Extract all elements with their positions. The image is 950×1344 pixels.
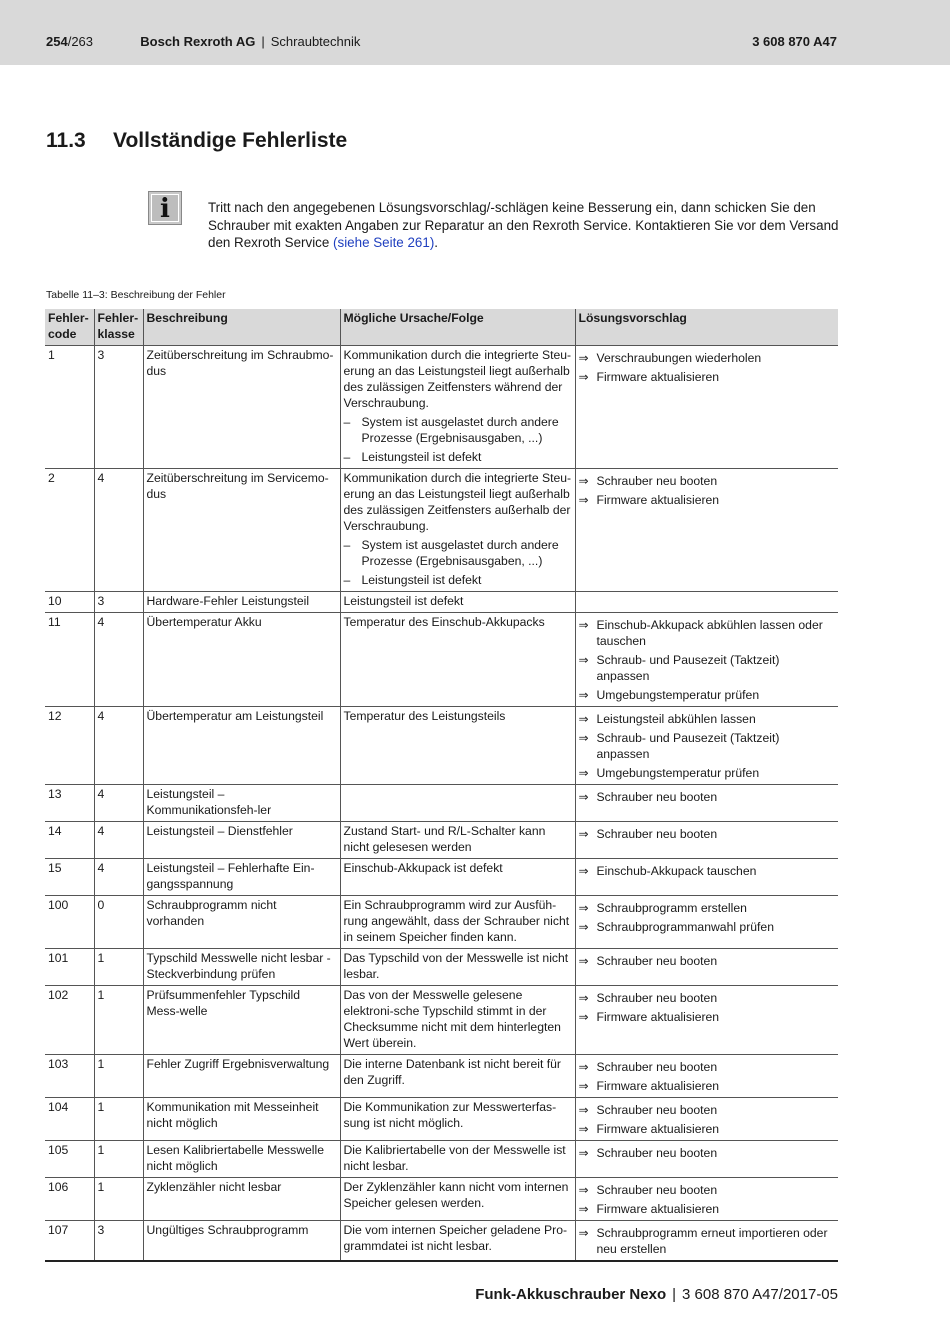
error-description: Zeitüberschreitung im Servicemo-dus <box>143 469 340 592</box>
error-solution <box>575 822 838 859</box>
error-rows <box>45 346 838 1262</box>
error-description: Lesen Kalibriertabelle Messwelle nicht möglich <box>143 1141 340 1178</box>
cause-text: Temperatur des Einschub-Akkupacks <box>343 615 545 629</box>
error-code: 107 <box>45 1221 94 1262</box>
error-class: 4 <box>94 469 143 592</box>
info-icon-glyph: i <box>151 194 179 222</box>
error-cause <box>340 949 575 986</box>
error-code: 10 <box>45 592 94 613</box>
cause-text: Kommunikation durch die integrierte Steu-erung an das Leistungsteil liegt außerhalb des zulässigen Zeitfensters außerhalb der Verschraubung. <box>343 471 572 533</box>
arrow-right-icon: ⇒ <box>578 712 589 726</box>
solution-item <box>579 687 836 703</box>
error-description: Übertemperatur Akku <box>143 613 340 707</box>
error-class: 1 <box>94 1141 143 1178</box>
cause-text: Kommunikation durch die integrierte Steu-erung an das Leistungsteil liegt außerhalb des zulässigen Zeitfensters während der Verschraubung. <box>343 348 572 410</box>
error-cause <box>340 469 575 592</box>
error-class: 1 <box>94 949 143 986</box>
error-code: 104 <box>45 1098 94 1141</box>
solution-text: Verschraubungen wiederholen <box>596 351 762 365</box>
table-row <box>45 1055 838 1098</box>
solution-text: Schrauber neu booten <box>596 1183 718 1197</box>
arrow-right-icon: ⇒ <box>578 766 589 780</box>
error-cause <box>340 1141 575 1178</box>
page-title <box>46 128 347 154</box>
error-class: 4 <box>94 859 143 896</box>
error-table <box>45 309 838 1262</box>
solution-text: Firmware aktualisieren <box>596 1122 720 1136</box>
error-cause <box>340 707 575 785</box>
error-code: 2 <box>45 469 94 592</box>
table-row <box>45 1141 838 1178</box>
solution-text: Einschub-Akkupack abkühlen lassen oder tauschen <box>596 618 823 648</box>
solution-item <box>579 1145 836 1161</box>
solution-item <box>579 789 836 805</box>
doc-reference: 3 608 870 A47/2017-05 <box>682 1286 838 1303</box>
arrow-right-icon: ⇒ <box>578 1183 589 1197</box>
error-class: 4 <box>94 707 143 785</box>
arrow-right-icon: ⇒ <box>578 1122 589 1136</box>
col-header-description: Beschreibung <box>143 309 340 346</box>
error-class: 3 <box>94 346 143 469</box>
error-cause <box>340 822 575 859</box>
error-code: 105 <box>45 1141 94 1178</box>
solution-text: Schraub- und Pausezeit (Taktzeit) anpassen <box>596 653 780 683</box>
solution-text: Firmware aktualisieren <box>596 493 720 507</box>
arrow-right-icon: ⇒ <box>578 618 589 632</box>
page-header <box>0 0 950 65</box>
error-solution <box>575 707 838 785</box>
header-left <box>46 34 360 50</box>
error-class: 4 <box>94 613 143 707</box>
arrow-right-icon: ⇒ <box>578 1103 589 1117</box>
error-solution <box>575 1098 838 1141</box>
error-solution <box>575 1221 838 1262</box>
solution-text: Schrauber neu booten <box>596 1060 718 1074</box>
error-solution <box>575 785 838 822</box>
error-description: Hardware-Fehler Leistungsteil <box>143 592 340 613</box>
solution-item <box>579 765 836 781</box>
table-row <box>45 1221 838 1262</box>
cause-text: Ein Schraubprogramm wird zur Ausfüh-rung angewählt, dass der Schrauber nicht in seinem Speicher finden kann. <box>343 898 570 944</box>
solution-text: Firmware aktualisieren <box>596 1079 720 1093</box>
solution-item <box>579 826 836 842</box>
solution-text: Firmware aktualisieren <box>596 1010 720 1024</box>
error-cause <box>340 613 575 707</box>
cause-text: Das Typschild von der Messwelle ist nicht lesbar. <box>343 951 569 981</box>
cause-text: Temperatur des Leistungsteils <box>343 709 506 723</box>
solution-text: Leistungsteil abkühlen lassen <box>596 712 756 726</box>
arrow-right-icon: ⇒ <box>578 1079 589 1093</box>
error-class: 3 <box>94 592 143 613</box>
table-row <box>45 346 838 469</box>
error-class: 3 <box>94 1221 143 1262</box>
solution-item <box>579 863 836 879</box>
error-description: Fehler Zugriff Ergebnisverwaltung <box>143 1055 340 1098</box>
error-description: Leistungsteil – Fehlerhafte Ein-gangsspannung <box>143 859 340 896</box>
error-description: Zyklenzähler nicht lesbar <box>143 1178 340 1221</box>
arrow-right-icon: ⇒ <box>578 1010 589 1024</box>
error-solution <box>575 896 838 949</box>
col-header-class: Fehler-klasse <box>94 309 143 346</box>
arrow-right-icon: ⇒ <box>578 901 589 915</box>
col-header-solution: Lösungsvorschlag <box>575 309 838 346</box>
error-solution <box>575 1055 838 1098</box>
cause-item: – System ist ausgelastet durch andere Prozesse (Ergebnisausgaben, ...) <box>343 415 559 445</box>
error-description: Leistungsteil – Dienstfehler <box>143 822 340 859</box>
doc-number: 3 608 870 A47 <box>752 34 837 49</box>
solution-text: Schrauber neu booten <box>596 991 718 1005</box>
table-row <box>45 785 838 822</box>
table-row <box>45 1098 838 1141</box>
solution-item <box>579 711 836 727</box>
table-row <box>45 592 838 613</box>
cause-text: Der Zyklenzähler kann nicht vom internen Speicher gelesen werden. <box>343 1180 569 1210</box>
error-code: 14 <box>45 822 94 859</box>
solution-item <box>579 953 836 969</box>
page-total: /263 <box>67 34 94 49</box>
error-solution <box>575 1178 838 1221</box>
error-cause <box>340 1055 575 1098</box>
col-header-code: Fehler-code <box>45 309 94 346</box>
arrow-right-icon: ⇒ <box>578 827 589 841</box>
error-code: 15 <box>45 859 94 896</box>
error-cause <box>340 785 575 822</box>
solution-item <box>579 990 836 1006</box>
solution-text: Schrauber neu booten <box>596 790 718 804</box>
error-class: 0 <box>94 896 143 949</box>
cause-item-text: System ist ausgelastet durch andere Prozesse (Ergebnisausgaben, ...) <box>361 538 559 568</box>
arrow-right-icon: ⇒ <box>578 653 589 667</box>
cause-item-text: System ist ausgelastet durch andere Prozesse (Ergebnisausgaben, ...) <box>361 415 559 445</box>
page-footer <box>475 1286 838 1304</box>
error-solution <box>575 949 838 986</box>
arrow-right-icon: ⇒ <box>578 370 589 384</box>
arrow-right-icon: ⇒ <box>578 954 589 968</box>
error-solution <box>575 613 838 707</box>
cause-text: Einschub-Akkupack ist defekt <box>343 861 503 875</box>
table-row <box>45 986 838 1055</box>
solution-text: Umgebungstemperatur prüfen <box>596 766 760 780</box>
error-code: 11 <box>45 613 94 707</box>
error-cause <box>340 986 575 1055</box>
arrow-right-icon: ⇒ <box>578 1202 589 1216</box>
arrow-right-icon: ⇒ <box>578 1226 589 1240</box>
section-title: Vollständige Fehlerliste <box>113 129 348 152</box>
error-code: 13 <box>45 785 94 822</box>
arrow-right-icon: ⇒ <box>578 688 589 702</box>
solution-item <box>579 369 836 385</box>
arrow-right-icon: ⇒ <box>578 474 589 488</box>
solution-text: Einschub-Akkupack tauschen <box>596 864 757 878</box>
error-class: 1 <box>94 1098 143 1141</box>
error-description: Übertemperatur am Leistungsteil <box>143 707 340 785</box>
solution-text: Schrauber neu booten <box>596 1103 718 1117</box>
table-row <box>45 613 838 707</box>
cause-text: Die vom internen Speicher geladene Pro-grammdatei ist nicht lesbar. <box>343 1223 568 1253</box>
error-code: 1 <box>45 346 94 469</box>
cause-item-text: Leistungsteil ist defekt <box>361 573 482 587</box>
error-code: 100 <box>45 896 94 949</box>
solution-item <box>579 350 836 366</box>
solution-text: Schraubprogramm erneut importieren oder neu erstellen <box>596 1226 828 1256</box>
company-name: Bosch Rexroth AG <box>140 34 256 49</box>
cause-item: – System ist ausgelastet durch andere Prozesse (Ergebnisausgaben, ...) <box>343 538 559 568</box>
solution-item <box>579 652 836 684</box>
arrow-right-icon: ⇒ <box>578 991 589 1005</box>
error-cause <box>340 1221 575 1262</box>
error-description: Schraubprogramm nicht vorhanden <box>143 896 340 949</box>
error-code: 12 <box>45 707 94 785</box>
table-row <box>45 1178 838 1221</box>
solution-item <box>579 1102 836 1118</box>
solution-item <box>579 1182 836 1198</box>
table-caption: Tabelle 11–3: Beschreibung der Fehler <box>46 289 226 301</box>
error-description: Zeitüberschreitung im Schraubmo-dus <box>143 346 340 469</box>
solution-item <box>579 492 836 508</box>
solution-text: Schrauber neu booten <box>596 474 718 488</box>
arrow-right-icon: ⇒ <box>578 493 589 507</box>
cause-item: – Leistungsteil ist defekt <box>343 450 482 464</box>
solution-item <box>579 1009 836 1025</box>
solution-text: Firmware aktualisieren <box>596 1202 720 1216</box>
arrow-right-icon: ⇒ <box>578 1146 589 1160</box>
error-description: Kommunikation mit Messeinheit nicht möglich <box>143 1098 340 1141</box>
table-row <box>45 469 838 592</box>
header-separator: | <box>261 34 265 49</box>
error-solution <box>575 469 838 592</box>
table-row <box>45 707 838 785</box>
error-solution <box>575 859 838 896</box>
solution-text: Schrauber neu booten <box>596 1146 718 1160</box>
error-solution <box>575 346 838 469</box>
info-note <box>208 199 840 252</box>
note-text: Tritt nach den angegebenen Lösungsvorschlag/-schlägen keine Besserung ein, dann schicken Sie den Schrauber mit exakten Angaben zur Reparatur an den Rexroth Service. Kontaktieren Sie vor dem Versand den Rexroth Service <box>208 200 839 250</box>
table-header-row <box>45 309 838 346</box>
solution-text: Schraub- und Pausezeit (Taktzeit) anpassen <box>596 731 780 761</box>
error-cause <box>340 1178 575 1221</box>
error-class: 4 <box>94 785 143 822</box>
col-header-cause: Mögliche Ursache/Folge <box>340 309 575 346</box>
solution-item <box>579 617 836 649</box>
error-class: 4 <box>94 822 143 859</box>
cause-item: – Leistungsteil ist defekt <box>343 573 482 587</box>
solution-text: Schraubprogramm erstellen <box>596 901 747 915</box>
arrow-right-icon: ⇒ <box>578 731 589 745</box>
cause-text: Die interne Datenbank ist nicht bereit für den Zugriff. <box>343 1057 561 1087</box>
product-name: Funk-Akkuschrauber Nexo <box>475 1286 667 1303</box>
info-icon <box>148 191 182 225</box>
error-cause <box>340 592 575 613</box>
arrow-right-icon: ⇒ <box>578 920 589 934</box>
solution-text: Schrauber neu booten <box>596 954 718 968</box>
error-solution <box>575 986 838 1055</box>
arrow-right-icon: ⇒ <box>578 1060 589 1074</box>
error-class: 1 <box>94 1055 143 1098</box>
solution-item <box>579 900 836 916</box>
section-name: Schraubtechnik <box>270 34 361 49</box>
error-cause <box>340 896 575 949</box>
solution-item <box>579 1201 836 1217</box>
solution-text: Firmware aktualisieren <box>596 370 720 384</box>
page-number: 254 <box>46 34 68 49</box>
cause-text: Zustand Start- und R/L-Schalter kann nicht gelesesen werden <box>343 824 546 854</box>
error-description: Ungültiges Schraubprogramm <box>143 1221 340 1262</box>
solution-item <box>579 730 836 762</box>
error-cause <box>340 346 575 469</box>
cause-item-text: Leistungsteil ist defekt <box>361 450 482 464</box>
error-code: 103 <box>45 1055 94 1098</box>
solution-item <box>579 1059 836 1075</box>
solution-item <box>579 1078 836 1094</box>
error-code: 102 <box>45 986 94 1055</box>
table-row <box>45 822 838 859</box>
cause-text: Die Kalibriertabelle von der Messwelle ist nicht lesbar. <box>343 1143 566 1173</box>
solution-text: Schraubprogrammanwahl prüfen <box>596 920 774 934</box>
error-description: Leistungsteil – Kommunikationsfeh-ler <box>143 785 340 822</box>
solution-text: Schrauber neu booten <box>596 827 718 841</box>
solution-item <box>579 473 836 489</box>
error-class: 1 <box>94 1178 143 1221</box>
error-code: 106 <box>45 1178 94 1221</box>
cause-text: Leistungsteil ist defekt <box>343 594 464 608</box>
arrow-right-icon: ⇒ <box>578 790 589 804</box>
solution-item <box>579 919 836 935</box>
solution-item <box>579 1225 836 1257</box>
solution-text: Umgebungstemperatur prüfen <box>596 688 760 702</box>
error-code: 101 <box>45 949 94 986</box>
note-end: . <box>434 235 439 250</box>
cause-text: Die Kommunikation zur Messwerterfas-sung ist nicht möglich. <box>343 1100 557 1130</box>
error-description: Prüfsummenfehler Typschild Mess-welle <box>143 986 340 1055</box>
error-description: Typschild Messwelle nicht lesbar - Steckverbindung prüfen <box>143 949 340 986</box>
error-cause <box>340 859 575 896</box>
error-cause <box>340 1098 575 1141</box>
cause-text: Das von der Messwelle gelesene elektroni-sche Typschild stimmt in der Checksumme nicht mit dem hinterlegten Wert überein. <box>343 988 561 1050</box>
error-solution <box>575 1141 838 1178</box>
table-row <box>45 949 838 986</box>
solution-item <box>579 1121 836 1137</box>
error-class: 1 <box>94 986 143 1055</box>
error-solution <box>575 592 838 613</box>
table-row <box>45 896 838 949</box>
note-page-link[interactable]: (siehe Seite 261) <box>333 235 435 250</box>
arrow-right-icon: ⇒ <box>578 864 589 878</box>
table-row <box>45 859 838 896</box>
footer-separator: | <box>672 1286 677 1303</box>
section-number: 11.3 <box>46 129 86 152</box>
arrow-right-icon: ⇒ <box>578 351 589 365</box>
